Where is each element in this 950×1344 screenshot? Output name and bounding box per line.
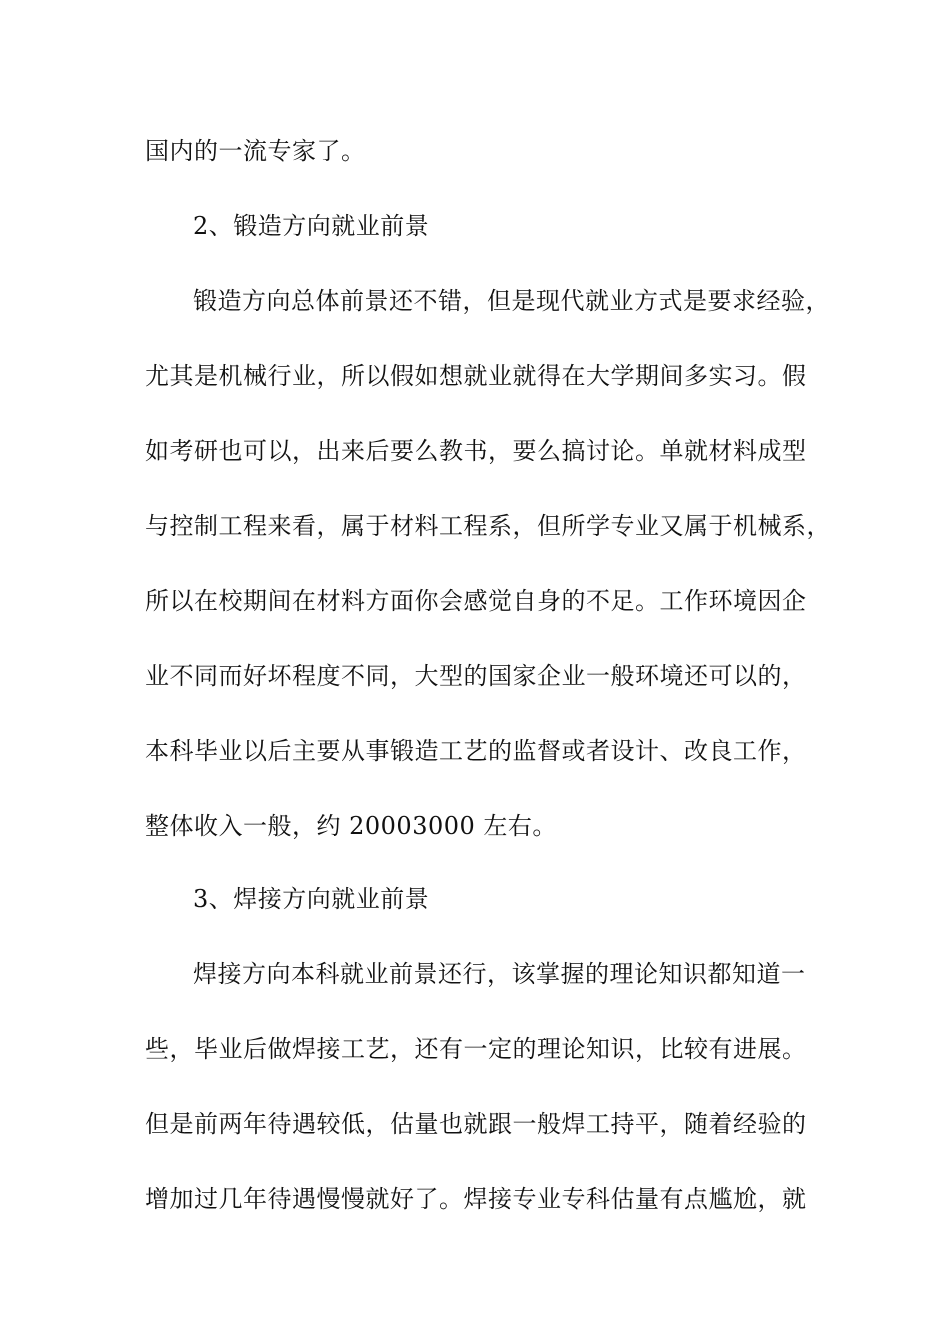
- paragraph-line: 国内的一流专家了。: [145, 137, 366, 165]
- paragraph-line: 锻造方向总体前景还不错，但是现代就业方式是要求经验，: [193, 287, 830, 315]
- paragraph-line: 所以在校期间在材料方面你会感觉自身的不足。工作环境因企: [145, 587, 807, 615]
- section-heading-forging: 2、锻造方向就业前景: [193, 212, 430, 240]
- paragraph-line: 增加过几年待遇慢慢就好了。焊接专业专科估量有点尴尬，就: [145, 1185, 807, 1213]
- paragraph-line: 些，毕业后做焊接工艺，还有一定的理论知识，比较有进展。: [145, 1035, 807, 1063]
- paragraph-line: 焊接方向本科就业前景还行，该掌握的理论知识都知道一: [193, 960, 806, 988]
- paragraph-line: 尤其是机械行业，所以假如想就业就得在大学期间多实习。假: [145, 362, 807, 390]
- section-heading-welding: 3、焊接方向就业前景: [193, 885, 430, 913]
- paragraph-line: 但是前两年待遇较低，估量也就跟一般焊工持平，随着经验的: [145, 1110, 807, 1138]
- paragraph-line: 整体收入一般，约 20003000 左右。: [145, 812, 557, 840]
- paragraph-line: 如考研也可以，出来后要么教书，要么搞讨论。单就材料成型: [145, 437, 807, 465]
- paragraph-line: 与控制工程来看，属于材料工程系，但所学专业又属于机械系，: [145, 512, 831, 540]
- paragraph-line: 本科毕业以后主要从事锻造工艺的监督或者设计、改良工作，: [145, 737, 807, 765]
- paragraph-line: 业不同而好坏程度不同，大型的国家企业一般环境还可以的，: [145, 662, 807, 690]
